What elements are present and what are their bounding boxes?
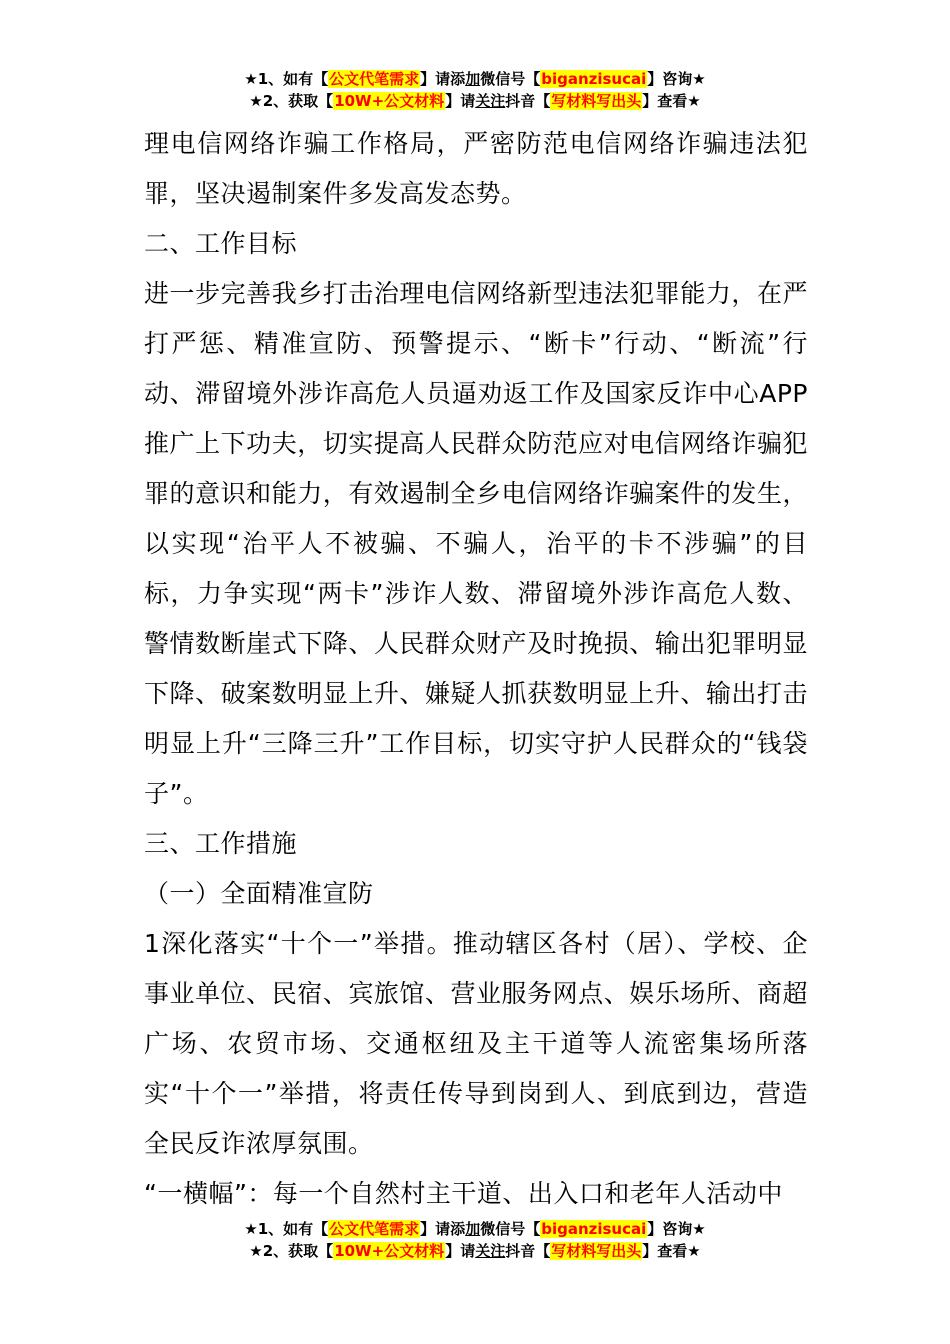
section-heading-work-goals: 二、工作目标: [144, 229, 298, 258]
footer-line1-prefix: ★1、如有【: [244, 1220, 329, 1238]
paragraph-work-goals: 进一步完善我乡打击治理电信网络新型违法犯罪能力，在严打严惩、精准宣防、预警提示、“断卡”行动、“断流”行动、滞留境外涉诈高危人员逼劝返工作及国家反诈中心APP推广上下功夫，切实提高人民群众防范应对电信网络诈骗犯罪的意识和能力，有效遏制全乡电信网络诈骗案件的发生，以实现“治平人不被骗、不骗人，治平的卡不涉骗”的目标，力争实现“两卡”涉诈人数、滞留境外涉诈高危人数、警情数断崖式下降、人民群众财产及时挽损、输出犯罪明显下降、破案数明显上升、嫌疑人抓获数明显上升、输出打击明显上升“三降三升”工作目标，切实守护人民群众的“钱袋子”。: [144, 279, 808, 808]
footer-line2-highlight-douyin: 写材料写出头: [551, 1242, 642, 1260]
banner-line1-highlight-wechat-id: biganzisucai: [541, 70, 647, 88]
footer-banner-line-2: [0, 1240, 950, 1262]
document-body: [144, 119, 808, 1219]
footer-line2-suffix: 】查看★: [642, 1242, 701, 1260]
section-heading-work-measures: 三、工作措施: [144, 829, 298, 858]
footer-line2-highlight-materials: 10W+公文材料: [334, 1242, 445, 1260]
banner-line2-highlight-materials: 10W+公文材料: [334, 92, 445, 110]
footer-banner-line-1: [0, 1218, 950, 1240]
banner-line1-highlight-service: 公文代笔需求: [329, 70, 420, 88]
banner-line-1: [0, 68, 950, 90]
footer-banner: [0, 1218, 950, 1262]
paragraph-banner-item: “一横幅”：每一个自然村主干道、出入口和老年人活动中: [144, 1179, 783, 1208]
banner-line2-mid1: 】请: [445, 92, 476, 110]
footer-line2-mid1: 】请: [445, 1242, 476, 1260]
subsection-heading-publicity: （一）全面精准宣防: [144, 879, 374, 908]
banner-line-2: [0, 90, 950, 112]
header-banner: [0, 68, 950, 112]
banner-line1-suffix: 】咨询★: [647, 70, 706, 88]
footer-line1-highlight-service: 公文代笔需求: [329, 1220, 420, 1238]
footer-line2-mid2: 抖音【: [505, 1242, 551, 1260]
paragraph-continuation: 理电信网络诈骗工作格局，严密防范电信网络诈骗违法犯罪，坚决遏制案件多发高发态势。: [144, 129, 808, 208]
footer-line2-underlined: 关注: [475, 1242, 506, 1260]
footer-line1-underlined: 加: [465, 1220, 481, 1238]
banner-line1-mid1: 】请添: [420, 70, 466, 88]
banner-line1-mid2: 微信号【: [480, 70, 541, 88]
banner-line1-underlined: 加: [465, 70, 481, 88]
banner-line1-prefix: ★1、如有【: [244, 70, 329, 88]
banner-line2-highlight-douyin: 写材料写出头: [551, 92, 642, 110]
banner-line2-underlined: 关注: [475, 92, 506, 110]
footer-line1-mid1: 】请添: [420, 1220, 466, 1238]
footer-line1-mid2: 微信号【: [480, 1220, 541, 1238]
banner-line2-prefix: ★2、获取【: [249, 92, 334, 110]
footer-line1-suffix: 】咨询★: [647, 1220, 706, 1238]
banner-line2-mid2: 抖音【: [505, 92, 551, 110]
footer-line2-prefix: ★2、获取【: [249, 1242, 334, 1260]
banner-line2-suffix: 】查看★: [642, 92, 701, 110]
paragraph-ten-ones: 1深化落实“十个一”举措。推动辖区各村（居）、学校、企事业单位、民宿、宾旅馆、营业服务网点、娱乐场所、商超广场、农贸市场、交通枢纽及主干道等人流密集场所落实“十个一”举措，将责任传导到岗到人、到底到边，营造全民反诈浓厚氛围。: [144, 929, 808, 1158]
footer-line1-highlight-wechat-id: biganzisucai: [541, 1220, 647, 1238]
